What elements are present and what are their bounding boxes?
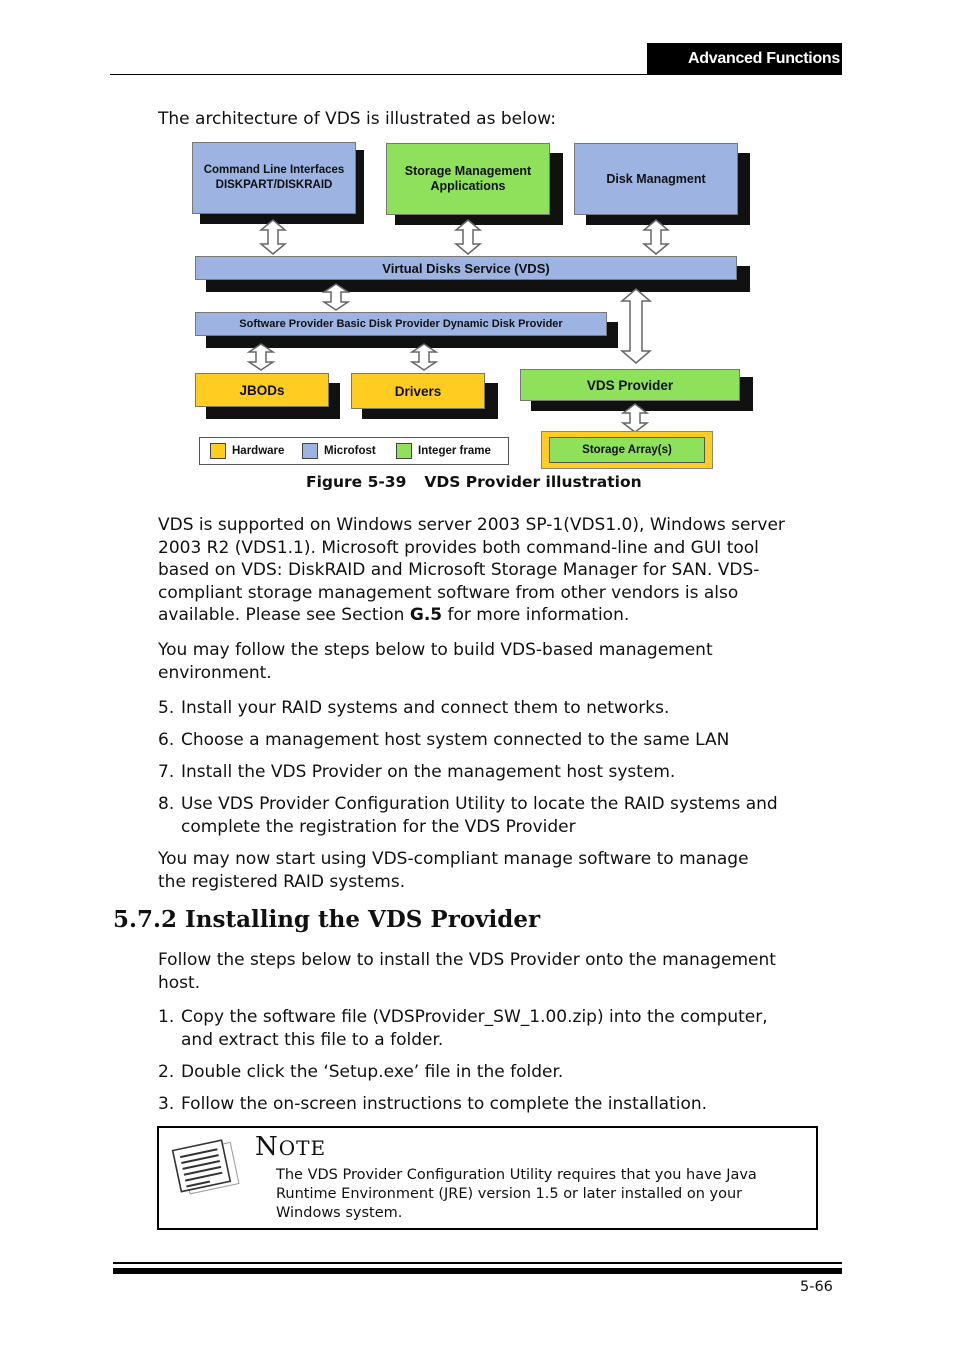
footer-rule-thick	[113, 1268, 842, 1274]
list-item: 1. Copy the software file (VDSProvider_SW_1.00.zip) into the computer, and extract this file to a folder.	[158, 1007, 768, 1050]
list-item: 2. Double click the ‘Setup.exe’ file in the folder.	[158, 1062, 564, 1082]
jbods-block: JBODs	[195, 373, 329, 407]
double-arrow-icon	[620, 402, 650, 434]
note-box	[157, 1126, 818, 1230]
software-providers-block: Software Provider Basic Disk Provider Dynamic Disk Provider	[195, 312, 607, 336]
paragraph-install-intro: Follow the steps below to install the VDS Provider onto the management host.	[158, 950, 776, 993]
storage-array-frame	[541, 431, 713, 469]
double-arrow-icon	[321, 282, 351, 312]
double-arrow-icon	[619, 287, 653, 365]
section-heading: 5.7.2 Installing the VDS Provider	[113, 906, 541, 933]
note-text: The VDS Provider Configuration Utility requires that you have Java Runtime Environment (JRE) version 1.5 or later installed on your Windows system.	[276, 1167, 757, 1221]
storage-array-block: Storage Array(s)	[549, 437, 705, 463]
paragraph-vds-support: VDS is supported on Windows server 2003 SP-1(VDS1.0), Windows server 2003 R2 (VDS1.1). Microsoft provides both command-line and GUI tool based on VDS: DiskRAID and Microsoft Storage Manager for SAN. VDS- compliant storage management software from other vendors is also available. Please see Section G.5 for more information.	[158, 515, 785, 625]
legend-integer: Integer frame	[396, 443, 491, 459]
note-title: NOTE	[255, 1132, 327, 1162]
diagram-legend	[199, 437, 509, 465]
paragraph-steps-intro: You may follow the steps below to build VDS-based management environment.	[158, 640, 713, 683]
vds-provider-block: VDS Provider	[520, 369, 740, 401]
legend-hardware: Hardware	[210, 443, 284, 459]
list-item: 6. Choose a management host system connected to the same LAN	[158, 730, 730, 750]
double-arrow-icon	[453, 218, 483, 256]
figure-caption: Figure 5-39 VDS Provider illustration	[306, 473, 642, 491]
disk-management-block: Disk Managment	[574, 143, 738, 215]
list-item: 5. Install your RAID systems and connect them to networks.	[158, 698, 670, 718]
page-number: 5-66	[800, 1279, 833, 1295]
list-item: 7. Install the VDS Provider on the management host system.	[158, 762, 676, 782]
list-item: 3. Follow the on-screen instructions to complete the installation.	[158, 1094, 708, 1114]
notepad-icon	[167, 1138, 245, 1198]
legend-swatch	[210, 443, 226, 459]
paragraph-start-using: You may now start using VDS-compliant manage software to manage the registered RAID systems.	[158, 849, 749, 892]
double-arrow-icon	[258, 218, 288, 256]
double-arrow-icon	[246, 342, 276, 372]
section-tab: Advanced Functions	[647, 43, 842, 75]
list-item: 8. Use VDS Provider Configuration Utility to locate the RAID systems and complete the registration for the VDS Provider	[158, 794, 778, 837]
double-arrow-icon	[409, 342, 439, 372]
legend-microsoft: Microfost	[302, 443, 376, 459]
intro-text: The architecture of VDS is illustrated as below:	[158, 109, 556, 129]
legend-swatch	[396, 443, 412, 459]
footer-rule	[113, 1262, 842, 1264]
legend-swatch	[302, 443, 318, 459]
cli-block: Command Line Interfaces DISKPART/DISKRAID	[192, 142, 356, 214]
double-arrow-icon	[641, 218, 671, 256]
drivers-block: Drivers	[351, 373, 485, 409]
vds-service-block: Virtual Disks Service (VDS)	[195, 256, 737, 280]
storage-mgmt-apps-block: Storage Management Applications	[386, 143, 550, 215]
vds-architecture-diagram	[190, 140, 760, 470]
